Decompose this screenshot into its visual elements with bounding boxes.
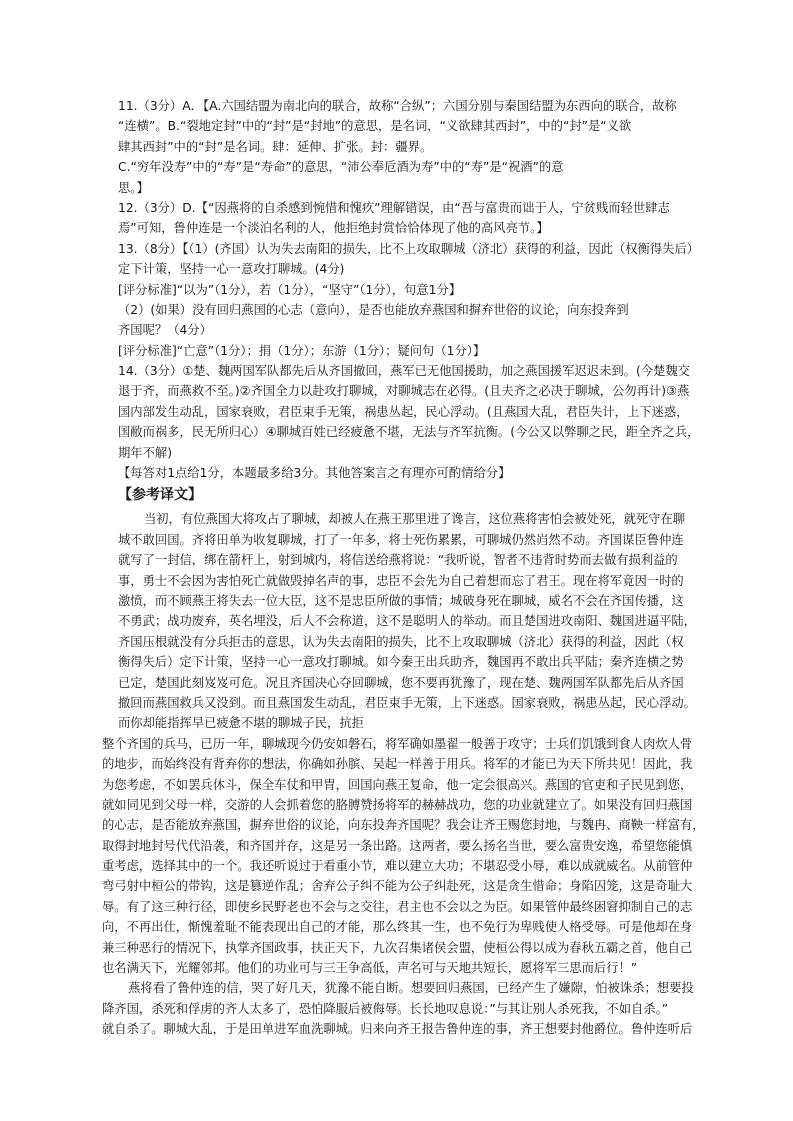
translation-line: 衡得失后）定下计策，坚持一心一意攻打聊城。如今秦王出兵助齐，魏国再不敢出兵平陆；秦齐连横之势 (118, 655, 684, 670)
translation-line: 辱。有了这三种行径，即使乡民野老也不会与之交往，君主也不会以之为臣。如果管仲最终困窘抑制自己的志 (102, 899, 693, 914)
translation-line: 向，不再出仕，惭愧羞耻不能表现出自己的才能，那么终其一生，也不免行为卑贱使人格受辱。可是他却在身 (102, 920, 693, 935)
translation-line: 为您考虑，不如罢兵休斗，保全车仗和甲胄，回国向燕王复命，他一定会很高兴。燕国的官吏和子民见到您， (102, 777, 693, 792)
translation-line: 重考虑，选择其中的一个。我还听说过于看重小节，难以建立大功；不堪忍受小辱，难以成就威名。从前管仲 (102, 859, 693, 874)
reference-translation-heading: 【参考译文】 (118, 487, 202, 504)
answer-line: 定下计策，坚持一心一意攻打聊城。(4分) (118, 262, 345, 277)
translation-section (102, 509, 710, 1039)
translation-line: 取得封地封号代代沿袭，和齐国并存，这是另一条出路。这两者，要么扬名当世，要么富贵安逸，希望您能慎 (102, 838, 693, 853)
translation-line: 激愤，而不顾燕王将失去一位大臣，这不是忠臣所做的事情；城破身死在聊城，威名不会在齐国传播，这 (118, 593, 684, 608)
answer-line: 齐国呢？（4分） (118, 323, 212, 338)
translation-line: 整个齐国的兵马，已历一年，聊城现今仍安如磐石，将军确如墨翟一般善于攻守；士兵们饥饿到食人肉炊人骨 (102, 736, 693, 751)
translation-line: 城不敢回国。齐将田单为收复聊城，打了一年多，将士死伤累累，可聊城仍然岿然不动。齐国谋臣鲁仲连 (118, 532, 684, 547)
answer-line: “连横”。B.“裂地定封”中的“封”是“封地”的意思，是名词，“义欲肆其西封”，中的“封”是“义欲 (118, 119, 632, 134)
translation-line: 的心志，是否能放弃燕国，摒弃世俗的议论，向东投奔齐国呢？我会让齐王赐您封地，与魏冉、商鞅一样富有， (102, 818, 705, 833)
answer-line: 退于齐，而燕救不至。)②齐国全力以赴攻打聊城，对聊城志在必得。(且夫齐之必决于聊城，公勿再计)③燕 (118, 384, 690, 399)
answer-line: 国内部发生动乱，国家衰败，君臣束手无策，祸患丛起，民心浮动。(且燕国大乱，君臣失计，上下迷惑， (118, 404, 689, 419)
answers-section (118, 96, 710, 483)
translation-line: 不勇武；战功废弃，英名埋没，后人不会称道，这不是聪明人的举动。而且楚国进攻南阳、魏国进逼平陆， (118, 614, 696, 629)
answer-line: （2）(如果）没有回归燕国的心志（意向），是否也能放弃燕国和摒弃世俗的议论，向东投奔到 (118, 302, 629, 317)
scoring-note: 【每答对1点给1分，本题最多给3分。其他答案言之有理亦可酌情给分】 (118, 466, 511, 481)
translation-line: 就如同见到父母一样，交游的人会抓着您的胳膊赞扬将军的赫赫战功，您的功业就建立了。如果没有回归燕国 (102, 797, 693, 812)
translation-line: 事，勇士不会因为害怕死亡就做毁掉名声的事，忠臣不会先为自己着想而忘了君王。现在将军竟因一时的 (118, 573, 684, 588)
answer-line: 思。】 (118, 180, 149, 195)
scoring-standard: [评分标准]“亡意”（1分）；捐（1分）；东游（1分）；疑问句（1分）】 (118, 343, 486, 358)
translation-line: 齐国压根就没有分兵拒击的意思，认为失去南阳的损失，比不上攻取聊城（济北）获得的利益，因此（权 (118, 634, 684, 649)
translation-line: 的地步，而始终没有背弃你的想法，你确如孙膑、吴起一样善于用兵。将军的才能已为天下所共见！因此，我 (102, 757, 693, 772)
translation-line: 就自杀了。聊城大乱，于是田单进军血洗聊城。归来向齐王报告鲁仲连的事，齐王想要封他爵位。鲁仲连听后 (102, 1022, 693, 1037)
scoring-standard: [评分标准]“以为”（1分），若（1分），“坚守”（1分），句意1分】 (118, 282, 462, 297)
translation-line: 弯弓射中桓公的带钩，这是篡逆作乱；舍弃公子纠不能为公子纠赴死，这是贪生惜命；身陷囚笼，这是奇耻大 (102, 879, 693, 894)
answer-line: C.“穷年没寿”中的“寿”是“寿命”的意思，“沛公奉卮酒为寿”中的“寿”是“祝酒”的意 (118, 160, 564, 175)
answer-line: 13.（8分）【（1）(齐国）认为失去南阳的损失，比不上攻取聊城（济北）获得的利益，因此（权衡得失后） (118, 241, 700, 256)
translation-line: 兼三种恶行的情况下，执掌齐国政事，扶正天下，九次召集诸侯会盟，使桓公得以成为春秋五霸之首，他自己 (102, 940, 693, 955)
translation-line: 当初，有位燕国大将攻占了聊城，却被人在燕王那里进了谗言，这位燕将害怕会被处死，就死守在聊 (144, 512, 686, 527)
answer-line: 14.（3分）①楚、魏两国军队都先后从齐国撤回，燕军已无他国援助，加之燕国援军迟迟未到。(今楚魏交 (118, 364, 690, 379)
answer-line: 肆其西封”中的“封”是名词。肆：延伸、扩张。封：疆界。 (118, 139, 433, 154)
document-page (102, 96, 710, 1040)
answer-line: 12.（3分）D.【“因燕将的自杀感到惋惜和愧疚”理解错误，由“吾与富贵而诎于人，宁贫贱而轻世肆志 (118, 200, 670, 215)
translation-line: 燕将看了鲁仲连的信，哭了好几天，犹豫不能自断。想要回归燕国，已经产生了嫌隙，怕被诛杀；想要投 (128, 981, 694, 996)
answer-line: 焉”可知，鲁仲连是一个淡泊名利的人，他拒绝封赏恰恰体现了他的高风亮节。】 (118, 221, 549, 236)
translation-line: 而你却能指挥早已疲惫不堪的聊城子民，抗拒 (118, 716, 364, 731)
translation-line: 撤回而燕国救兵又没到。而且燕国发生动乱，君臣束手无策，上下迷惑。国家衰败，祸患丛起，民心浮动。 (118, 695, 696, 710)
translation-line: 已定，楚国此刻岌岌可危。况且齐国决心夺回聊城，您不要再犹豫了，现在楚、魏两国军队都先后从齐国 (118, 675, 684, 690)
answer-line: 国敝而祸多，民无所归心）④聊城百姓已经疲惫不堪，无法与齐军抗衡。(今公又以弊聊之民，距全齐之兵， (118, 425, 700, 440)
answer-line: 11.（3分）A．【A.六国结盟为南北向的联合，故称“合纵”；六国分别与秦国结盟为东西向的联合，故称 (118, 99, 677, 113)
translation-line: 降齐国，杀死和俘虏的齐人太多了，恐怕降服后被侮辱。长长地叹息说：”与其让别人杀死我，不如自杀。” (102, 1001, 669, 1016)
answer-line: 期年不解) (118, 445, 172, 460)
translation-line: 也名满天下，光耀邻邦。他们的功业可与三王争高低，声名可与天地共短长，愿将军三思而后行！” (102, 961, 638, 976)
translation-line: 就写了一封信，绑在箭杆上，射到城内，将信送给燕将说：“我听说，智者不违背时势而去做有损利益的 (118, 553, 678, 568)
